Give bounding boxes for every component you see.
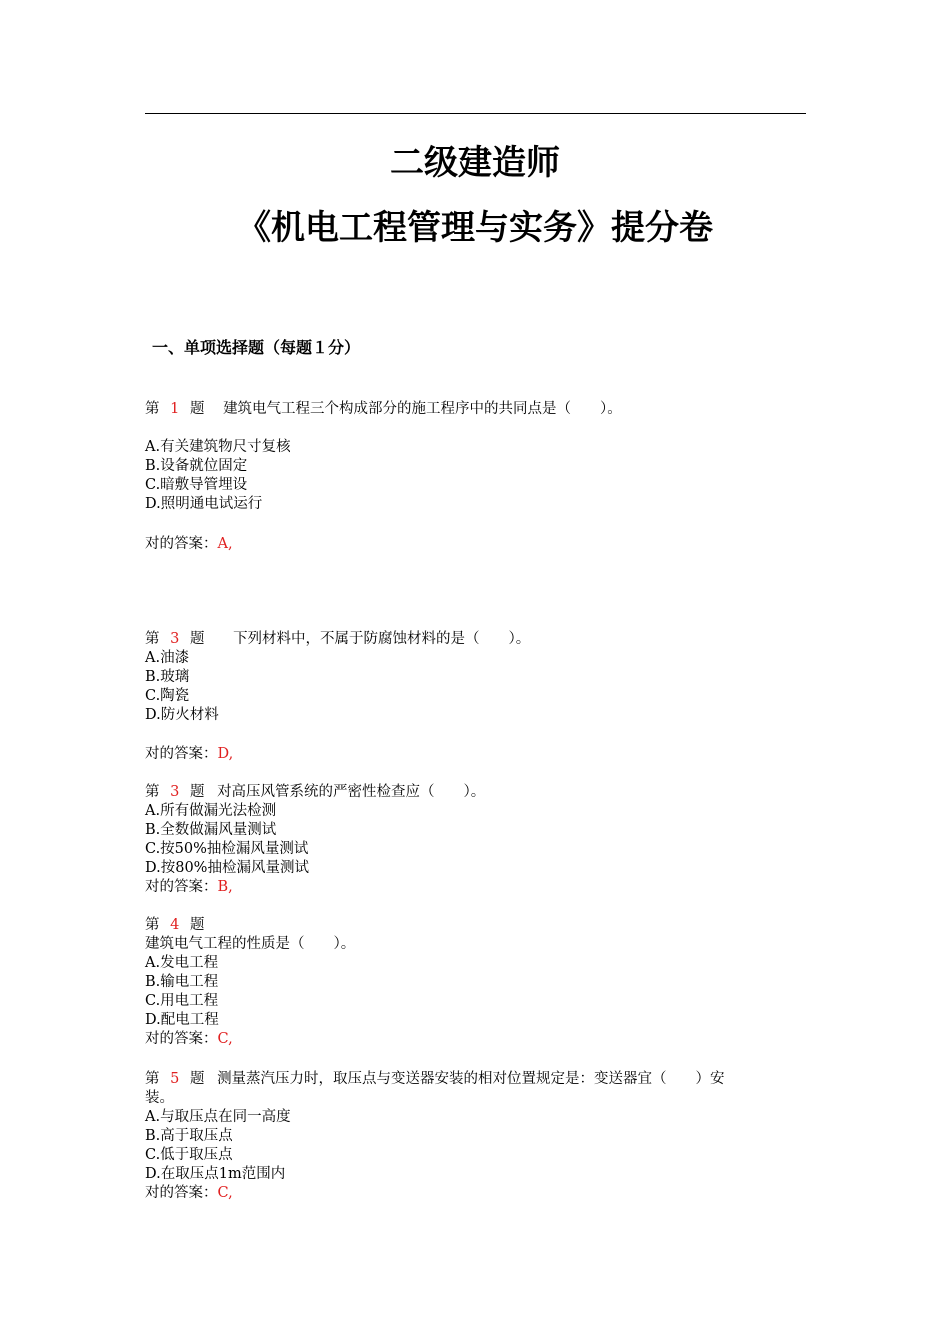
document-title: 二级建造师 — [390, 143, 560, 183]
question-1-header — [145, 400, 806, 419]
question-number: 1 — [170, 401, 180, 417]
option-a: A.发电工程 — [145, 955, 219, 971]
option-a: A.有关建筑物尺寸复核 — [145, 439, 291, 455]
option-d: D.配电工程 — [145, 1012, 219, 1028]
option-a: A.所有做漏光法检测 — [145, 803, 277, 819]
answer-line — [145, 745, 806, 764]
section-heading: 一、单项选择题（每题１分） — [152, 338, 361, 357]
option-d: D.照明通电试运行 — [145, 496, 263, 512]
option-c: C.按50%抽检漏风量测试 — [145, 841, 309, 857]
option-b: B.全数做漏风量测试 — [145, 822, 277, 838]
question-suffix: 题 — [189, 784, 205, 800]
answer-label: 对的答案： — [145, 536, 218, 552]
question-2-header — [145, 630, 806, 649]
question-prefix: 第 — [145, 401, 160, 417]
answer-line — [145, 1030, 806, 1049]
document-subtitle: 《机电工程管理与实务》提分卷 — [237, 208, 713, 248]
option-d: D.按80%抽检漏风量测试 — [145, 860, 309, 876]
question-3-header — [145, 783, 806, 802]
answer-label: 对的答案： — [145, 1185, 218, 1201]
question-prefix: 第 — [145, 784, 160, 800]
question-stem: 对高压风管系统的严密性检查应（ ）。 — [217, 784, 486, 800]
question-number: 5 — [170, 1071, 180, 1087]
question-number: 4 — [170, 917, 180, 933]
answer-label: 对的答案： — [145, 879, 218, 895]
question-stem: 下列材料中，不属于防腐蚀材料的是（ ）。 — [233, 631, 531, 647]
question-prefix: 第 — [145, 1071, 160, 1087]
answer-line — [145, 1184, 806, 1203]
option-a: A.油漆 — [145, 650, 190, 666]
option-c: C.暗敷导管埋设 — [145, 477, 248, 493]
option-c: C.用电工程 — [145, 993, 219, 1009]
answer-value: C, — [217, 1031, 233, 1047]
answer-value: C, — [217, 1185, 233, 1201]
answer-value: A, — [217, 536, 233, 552]
question-4-header — [145, 916, 806, 935]
option-b: B.玻璃 — [145, 669, 190, 685]
answer-value: D, — [217, 746, 234, 762]
question-prefix: 第 — [145, 917, 160, 933]
option-a: A.与取压点在同一高度 — [145, 1109, 291, 1125]
option-b: B.设备就位固定 — [145, 458, 248, 474]
question-prefix: 第 — [145, 631, 160, 647]
question-stem: 建筑电气工程三个构成部分的施工程序中的共同点是（ ）。 — [223, 401, 622, 417]
question-suffix: 题 — [189, 917, 205, 933]
question-suffix: 题 — [189, 1071, 205, 1087]
answer-value: B, — [217, 879, 233, 895]
option-c: C.陶瓷 — [145, 688, 190, 704]
answer-label: 对的答案： — [145, 1031, 218, 1047]
answer-line — [145, 535, 806, 554]
answer-line — [145, 878, 806, 897]
option-d: D.在取压点1m范围内 — [145, 1166, 286, 1182]
question-suffix: 题 — [189, 631, 205, 647]
question-stem: 测量蒸汽压力时，取压点与变送器安装的相对位置规定是：变送器宜（ ）安 — [217, 1071, 725, 1087]
answer-label: 对的答案： — [145, 746, 218, 762]
question-stem: 建筑电气工程的性质是（ ）。 — [145, 936, 356, 952]
header-rule — [145, 113, 806, 114]
question-5-header — [145, 1070, 806, 1089]
option-c: C.低于取压点 — [145, 1147, 233, 1163]
option-d: D.防火材料 — [145, 707, 219, 723]
question-stem-continued: 装。 — [145, 1090, 174, 1106]
option-b: B.输电工程 — [145, 974, 219, 990]
question-number: 3 — [170, 631, 180, 647]
question-suffix: 题 — [189, 401, 205, 417]
question-number: 3 — [170, 784, 180, 800]
option-b: B.高于取压点 — [145, 1128, 233, 1144]
